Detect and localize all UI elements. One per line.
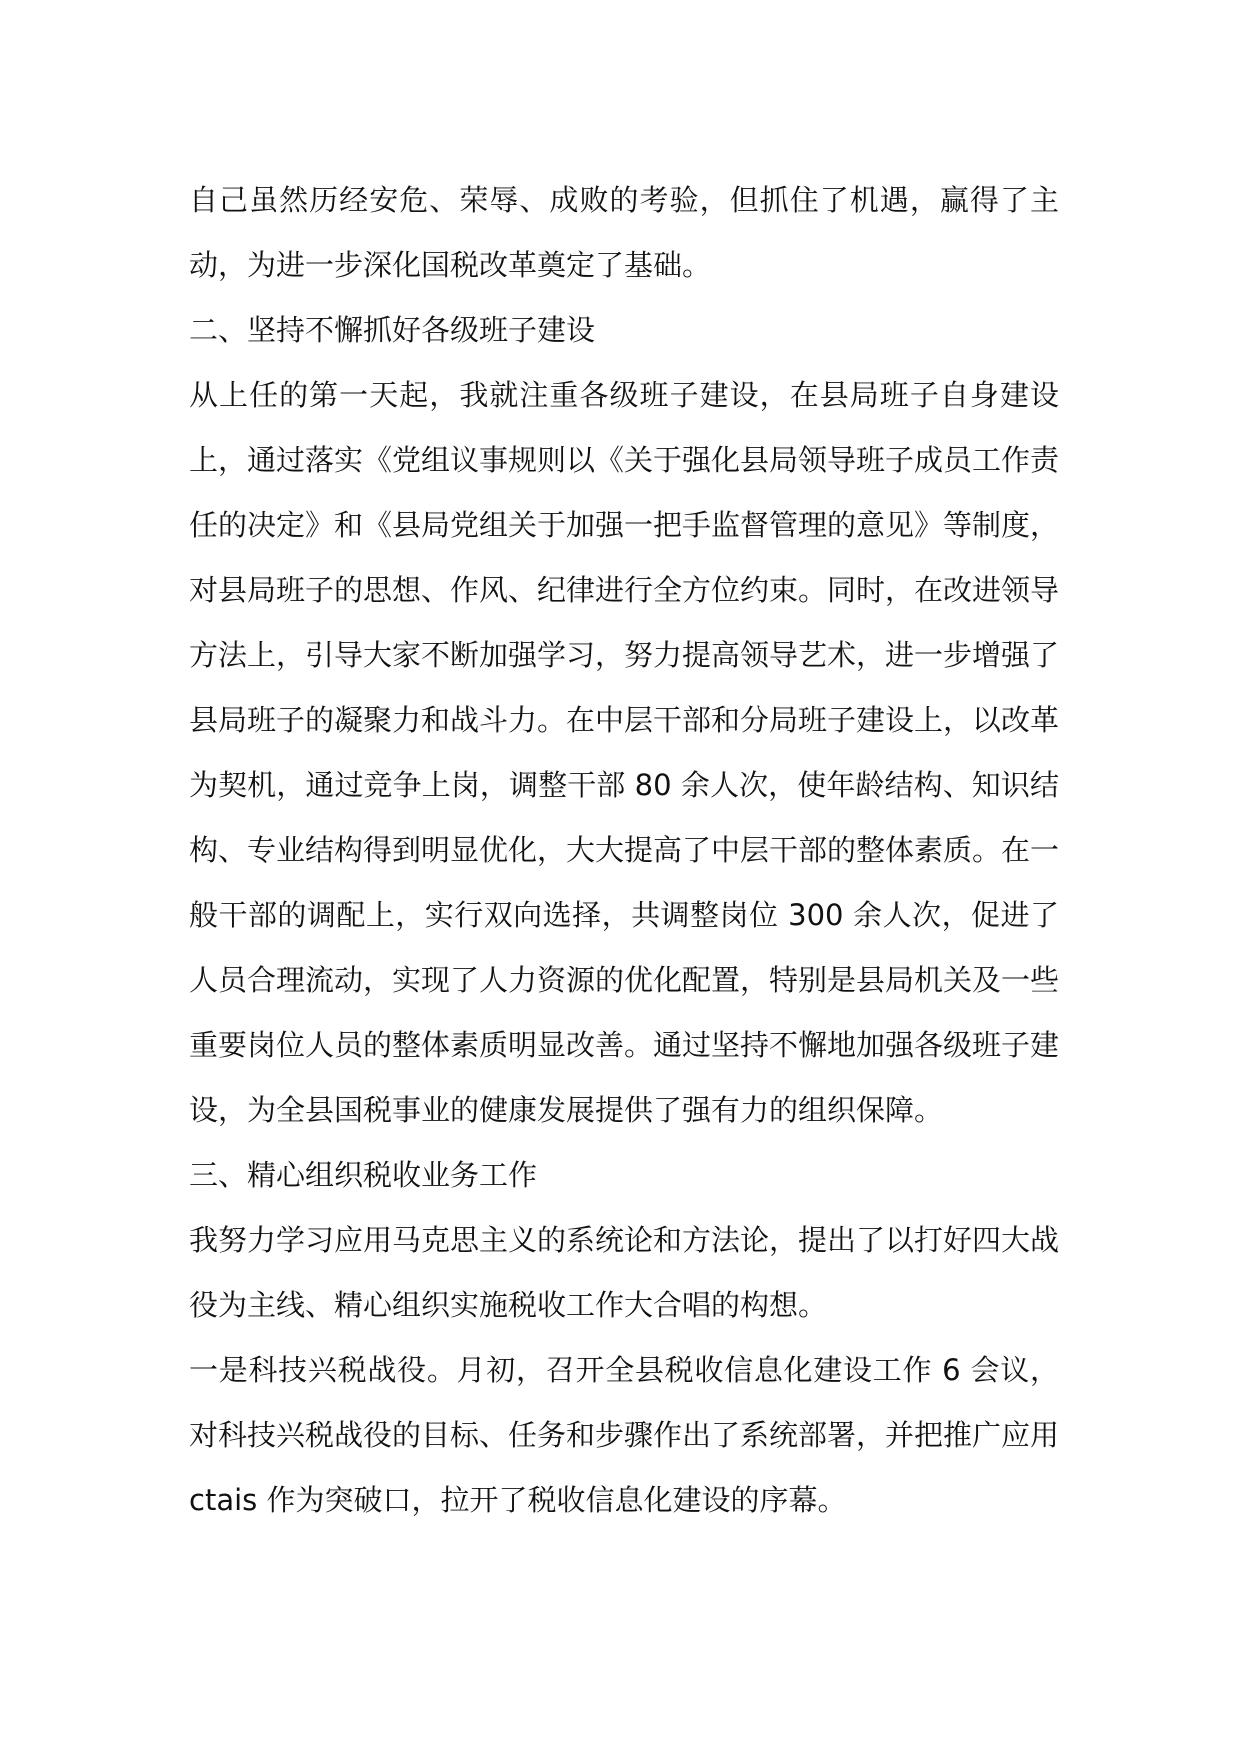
paragraph-intro-continuation: 自己虽然历经安危、荣辱、成败的考验，但抓住了机遇，赢得了主动，为进一步深化国税改革奠定了基础。: [189, 183, 1059, 282]
paragraph-tech-campaign: 一是科技兴税战役。月初，召开全县税收信息化建设工作 6 会议，对科技兴税战役的目标、任务和步骤作出了系统部署，并把推广应用 ctais 作为突破口，拉开了税收信息化建设的序幕。: [189, 1353, 1060, 1517]
document-body: [189, 168, 1059, 1533]
paragraph-methodology: 我努力学习应用马克思主义的系统论和方法论，提出了以打好四大战役为主线、精心组织实施税收工作大合唱的构想。: [189, 1223, 1060, 1322]
paragraph-team-building: 从上任的第一天起，我就注重各级班子建设，在县局班子自身建设上，通过落实《党组议事规则以《关于强化县局领导班子成员工作责任的决定》和《县局党组关于加强一把手监督管理的意见》等制度，对县局班子的思想、作风、纪律进行全方位约束。同时，在改进领导方法上，引导大家不断加强学习，努力提高领导艺术，进一步增强了县局班子的凝聚力和战斗力。在中层干部和分局班子建设上，以改革为契机，通过竞争上岗，调整干部 80 余人次，使年龄结构、知识结构、专业结构得到明显优化，大大提高了中层干部的整体素质。在一般干部的调配上，实行双向选择，共调整岗位 300 余人次，促进了人员合理流动，实现了人力资源的优化配置，特别是县局机关及一些重要岗位人员的整体素质明显改善。通过坚持不懈地加强各级班子建设，为全县国税事业的健康发展提供了强有力的组织保障。: [189, 378, 1060, 1127]
section-heading-3: 三、精心组织税收业务工作: [189, 1158, 538, 1192]
section-heading-2: 二、坚持不懈抓好各级班子建设: [189, 313, 596, 347]
